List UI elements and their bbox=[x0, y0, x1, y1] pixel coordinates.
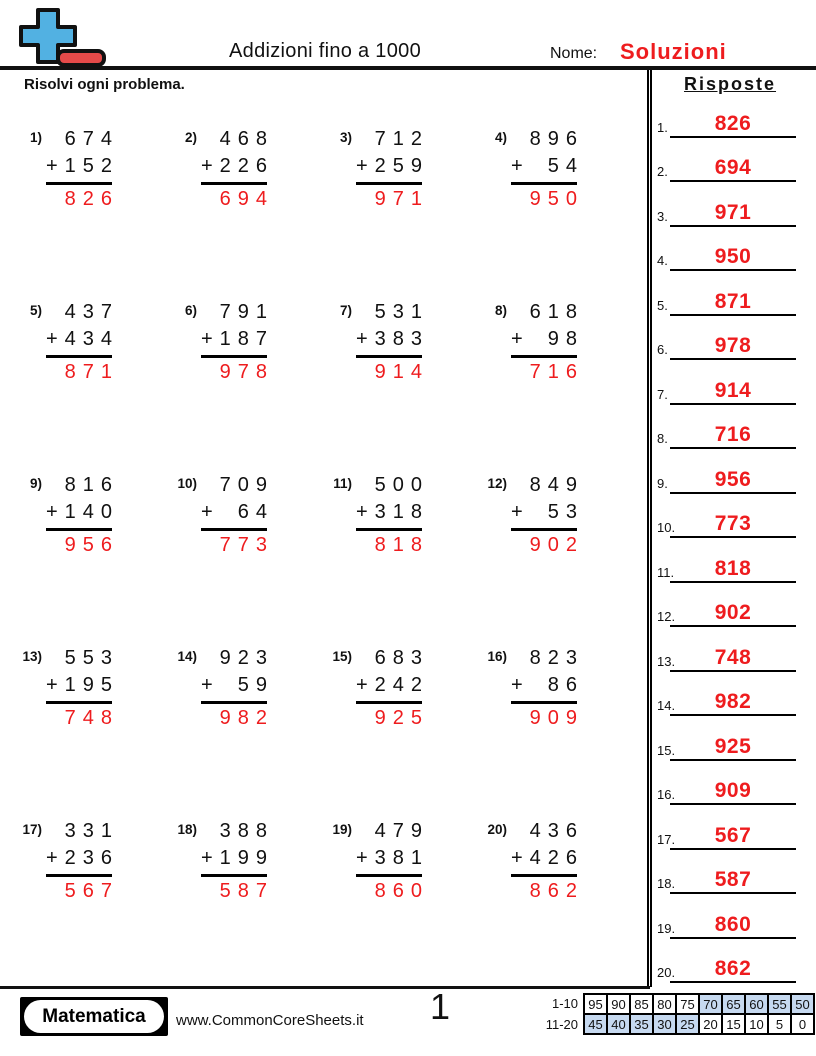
plus-operator: + bbox=[46, 847, 58, 869]
answer-row bbox=[654, 93, 806, 138]
grading-score-cell: 30 bbox=[654, 1015, 675, 1033]
addition-problem bbox=[485, 820, 640, 993]
answer-underline bbox=[670, 981, 796, 983]
problem-number: 3) bbox=[339, 130, 352, 145]
problem-body bbox=[201, 647, 274, 730]
answer-number: 16. bbox=[657, 787, 676, 802]
problem-answer: 567 bbox=[64, 880, 119, 902]
addend-bottom-row bbox=[201, 501, 274, 531]
problem-number: 19) bbox=[332, 822, 352, 837]
addend-top: 849 bbox=[529, 474, 584, 496]
grading-score-cell: 45 bbox=[585, 1015, 606, 1033]
name-value-solutions: Soluzioni bbox=[620, 39, 727, 64]
problem-answer: 871 bbox=[64, 361, 119, 383]
problem-body bbox=[46, 647, 119, 730]
problem-number: 6) bbox=[184, 303, 197, 318]
answer-row bbox=[654, 227, 806, 272]
plus-operator: + bbox=[511, 847, 523, 869]
answer-value: 567 bbox=[714, 823, 752, 847]
addend-top: 674 bbox=[64, 128, 119, 150]
problem-body bbox=[511, 128, 584, 211]
grading-label-1-10: 1-10 bbox=[551, 996, 578, 1011]
answer-number: 2. bbox=[657, 164, 668, 179]
problem-answer: 860 bbox=[374, 880, 429, 902]
plus-operator: + bbox=[511, 328, 523, 350]
answers-panel bbox=[654, 93, 806, 983]
addend-top: 896 bbox=[529, 128, 584, 150]
answer-number: 18. bbox=[657, 876, 676, 891]
addend-bottom: 98 bbox=[547, 328, 584, 350]
addend-bottom-row bbox=[511, 847, 584, 877]
answer-number: 4. bbox=[657, 253, 668, 268]
problem-number: 4) bbox=[494, 130, 507, 145]
problem-number: 8) bbox=[494, 303, 507, 318]
answer-value: 871 bbox=[714, 289, 752, 313]
answer-row bbox=[654, 271, 806, 316]
problem-number: 18) bbox=[177, 822, 197, 837]
problem-body bbox=[46, 128, 119, 211]
addition-problem bbox=[175, 301, 330, 474]
addend-top: 388 bbox=[219, 820, 274, 842]
answer-value: 902 bbox=[714, 601, 752, 624]
problem-answer: 971 bbox=[374, 188, 429, 210]
answer-number: 17. bbox=[657, 831, 676, 847]
addend-bottom: 64 bbox=[237, 501, 274, 523]
plus-operator: + bbox=[46, 501, 58, 523]
problem-answer: 956 bbox=[64, 534, 119, 556]
grading-score-cell: 95 bbox=[585, 995, 606, 1013]
answer-value: 956 bbox=[714, 467, 752, 491]
answer-value: 826 bbox=[714, 111, 752, 135]
problem-answer: 694 bbox=[219, 188, 274, 210]
problem-answer: 748 bbox=[64, 707, 119, 729]
answer-value: 818 bbox=[714, 556, 752, 580]
answer-value: 978 bbox=[714, 334, 752, 357]
answer-row bbox=[654, 449, 806, 494]
addend-top: 436 bbox=[529, 820, 584, 842]
addend-bottom: 152 bbox=[64, 155, 119, 177]
answer-value: 862 bbox=[714, 957, 752, 980]
problem-answer: 587 bbox=[219, 880, 274, 902]
answer-row bbox=[654, 850, 806, 895]
problem-answer: 826 bbox=[64, 188, 119, 210]
plus-operator: + bbox=[356, 501, 368, 523]
answer-value: 716 bbox=[714, 423, 752, 446]
answer-number: 20. bbox=[657, 965, 676, 980]
answer-row bbox=[654, 672, 806, 717]
answer-number: 6. bbox=[657, 342, 668, 357]
addend-bottom-row bbox=[511, 328, 584, 358]
addition-problem bbox=[485, 474, 640, 647]
plus-operator: + bbox=[511, 155, 523, 177]
addend-bottom-row bbox=[201, 328, 274, 358]
answer-value: 860 bbox=[714, 912, 752, 936]
answer-number: 14. bbox=[657, 698, 676, 713]
addition-problem bbox=[330, 474, 485, 647]
addend-bottom: 53 bbox=[547, 501, 584, 523]
instruction-text: Risolvi ogni problema. bbox=[24, 76, 185, 93]
addend-bottom-row bbox=[356, 847, 429, 877]
problem-body bbox=[201, 301, 274, 384]
addend-bottom: 195 bbox=[64, 674, 119, 696]
addition-problem bbox=[485, 128, 640, 301]
plus-operator: + bbox=[46, 155, 58, 177]
problem-number: 14) bbox=[177, 649, 197, 664]
problem-body bbox=[46, 474, 119, 557]
answer-row bbox=[654, 182, 806, 227]
problem-body bbox=[356, 820, 429, 903]
problem-number: 10) bbox=[177, 476, 197, 491]
addend-top: 816 bbox=[64, 474, 119, 496]
answer-number: 12. bbox=[657, 609, 676, 624]
problem-number: 2) bbox=[184, 130, 197, 145]
addend-bottom-row bbox=[511, 155, 584, 185]
problem-number: 9) bbox=[29, 476, 42, 491]
grading-score-cell: 85 bbox=[631, 995, 652, 1013]
addend-bottom-row bbox=[46, 328, 119, 358]
addition-problem bbox=[330, 820, 485, 993]
problem-body bbox=[201, 820, 274, 903]
addend-bottom-row bbox=[46, 501, 119, 531]
addend-bottom: 86 bbox=[547, 674, 584, 696]
addend-bottom: 242 bbox=[374, 674, 429, 696]
plus-operator: + bbox=[511, 674, 523, 696]
answer-number: 13. bbox=[657, 653, 676, 669]
problem-answer: 818 bbox=[374, 534, 429, 556]
addend-bottom-row bbox=[46, 155, 119, 185]
name-label: Nome: bbox=[550, 45, 598, 62]
problem-answer: 716 bbox=[529, 361, 584, 383]
addition-problem bbox=[175, 820, 330, 993]
problem-body bbox=[46, 301, 119, 384]
addition-problem bbox=[20, 128, 175, 301]
plus-operator: + bbox=[201, 155, 213, 177]
addend-bottom: 140 bbox=[64, 501, 119, 523]
addend-bottom-row bbox=[46, 847, 119, 877]
plus-operator: + bbox=[201, 328, 213, 350]
answer-row bbox=[654, 138, 806, 183]
page-title: Addizioni fino a 1000 bbox=[229, 40, 421, 62]
grading-label-11-20: 11-20 bbox=[545, 1017, 578, 1032]
addend-top: 553 bbox=[64, 647, 119, 669]
answer-value: 909 bbox=[714, 779, 752, 802]
addend-bottom-row bbox=[356, 328, 429, 358]
addend-top: 791 bbox=[219, 301, 274, 323]
answer-value: 773 bbox=[714, 512, 752, 535]
grading-score-cell: 65 bbox=[723, 995, 744, 1013]
plus-operator: + bbox=[46, 674, 58, 696]
grading-score-cells bbox=[583, 993, 815, 1035]
problem-body bbox=[511, 474, 584, 557]
answer-number: 5. bbox=[657, 297, 668, 313]
grading-score-cell: 80 bbox=[654, 995, 675, 1013]
answer-row bbox=[654, 627, 806, 672]
addend-bottom-row bbox=[511, 674, 584, 704]
brand-badge bbox=[20, 997, 168, 1036]
addition-problem bbox=[20, 301, 175, 474]
problem-number: 17) bbox=[22, 822, 42, 837]
grading-score-cell: 35 bbox=[631, 1015, 652, 1033]
problem-answer: 902 bbox=[529, 534, 584, 556]
answer-value: 950 bbox=[714, 245, 752, 268]
grading-score-cell: 25 bbox=[677, 1015, 698, 1033]
problem-number: 7) bbox=[339, 303, 352, 318]
answer-number: 9. bbox=[657, 475, 668, 491]
answer-value: 748 bbox=[714, 645, 752, 669]
problem-number: 11) bbox=[333, 476, 352, 491]
problem-number: 1) bbox=[29, 130, 42, 145]
grading-score-cell: 5 bbox=[769, 1015, 790, 1033]
addend-top: 709 bbox=[219, 474, 274, 496]
addition-problem bbox=[20, 647, 175, 820]
problem-body bbox=[356, 474, 429, 557]
problem-body bbox=[511, 647, 584, 730]
addend-bottom: 318 bbox=[374, 501, 429, 523]
answer-number: 3. bbox=[657, 208, 668, 224]
grading-score-cell: 90 bbox=[608, 995, 629, 1013]
addend-bottom: 259 bbox=[374, 155, 429, 177]
problem-body bbox=[511, 820, 584, 903]
answer-row bbox=[654, 538, 806, 583]
addition-problem bbox=[485, 647, 640, 820]
plus-operator: + bbox=[201, 501, 213, 523]
addend-bottom-row bbox=[201, 155, 274, 185]
problem-number: 15) bbox=[332, 649, 352, 664]
answer-row bbox=[654, 360, 806, 405]
problem-answer: 978 bbox=[219, 361, 274, 383]
page-number: 1 bbox=[429, 986, 451, 1027]
addend-bottom-row bbox=[356, 155, 429, 185]
grading-score-cell: 40 bbox=[608, 1015, 629, 1033]
answer-row bbox=[654, 583, 806, 628]
plus-operator: + bbox=[356, 328, 368, 350]
addend-top: 500 bbox=[374, 474, 429, 496]
answer-number: 11. bbox=[657, 564, 675, 580]
addend-top: 823 bbox=[529, 647, 584, 669]
addition-problem bbox=[330, 128, 485, 301]
addend-bottom: 54 bbox=[547, 155, 584, 177]
answers-panel-title: Risposte bbox=[683, 74, 777, 94]
problem-number: 5) bbox=[29, 303, 42, 318]
plus-operator: + bbox=[356, 155, 368, 177]
addend-bottom: 199 bbox=[219, 847, 274, 869]
answer-value: 971 bbox=[714, 200, 752, 224]
problem-answer: 925 bbox=[374, 707, 429, 729]
problem-body bbox=[356, 301, 429, 384]
problem-body bbox=[356, 647, 429, 730]
answer-row bbox=[654, 316, 806, 361]
grading-score-cell: 20 bbox=[700, 1015, 721, 1033]
problems-grid bbox=[20, 128, 640, 993]
problem-number: 16) bbox=[487, 649, 507, 664]
addition-problem bbox=[175, 128, 330, 301]
answer-number: 8. bbox=[657, 431, 668, 446]
plus-operator: + bbox=[201, 847, 213, 869]
problem-number: 20) bbox=[487, 822, 507, 837]
plus-operator: + bbox=[201, 674, 213, 696]
problem-body bbox=[46, 820, 119, 903]
grading-score-cell: 55 bbox=[769, 995, 790, 1013]
addend-bottom-row bbox=[356, 674, 429, 704]
problem-number: 13) bbox=[22, 649, 42, 664]
addend-top: 712 bbox=[374, 128, 429, 150]
addend-top: 468 bbox=[219, 128, 274, 150]
answer-number: 19. bbox=[657, 920, 676, 936]
addend-bottom: 426 bbox=[529, 847, 584, 869]
addend-bottom-row bbox=[201, 847, 274, 877]
answer-row bbox=[654, 494, 806, 539]
addend-bottom: 236 bbox=[64, 847, 119, 869]
answer-value: 925 bbox=[714, 734, 752, 758]
addend-top: 331 bbox=[64, 820, 119, 842]
problem-answer: 982 bbox=[219, 707, 274, 729]
addend-top: 618 bbox=[529, 301, 584, 323]
addition-problem bbox=[330, 301, 485, 474]
problem-body bbox=[201, 128, 274, 211]
addend-top: 437 bbox=[64, 301, 119, 323]
addend-top: 531 bbox=[374, 301, 429, 323]
problem-body bbox=[201, 474, 274, 557]
addend-bottom: 434 bbox=[64, 328, 119, 350]
grading-score-cell: 75 bbox=[677, 995, 698, 1013]
grading-table bbox=[530, 993, 815, 1035]
grading-score-cell: 50 bbox=[792, 995, 813, 1013]
answer-number: 15. bbox=[657, 742, 676, 758]
addition-problem bbox=[330, 647, 485, 820]
addend-bottom: 226 bbox=[219, 155, 274, 177]
addition-problem bbox=[175, 474, 330, 647]
problem-number: 12) bbox=[487, 476, 507, 491]
problem-answer: 909 bbox=[529, 707, 584, 729]
addend-bottom-row bbox=[356, 501, 429, 531]
addition-problem bbox=[485, 301, 640, 474]
addend-top: 479 bbox=[374, 820, 429, 842]
footer-divider bbox=[0, 986, 650, 989]
addition-problem bbox=[20, 474, 175, 647]
answer-row bbox=[654, 894, 806, 939]
plus-operator: + bbox=[511, 501, 523, 523]
addend-bottom-row bbox=[201, 674, 274, 704]
answer-value: 914 bbox=[714, 378, 752, 402]
problem-answer: 862 bbox=[529, 880, 584, 902]
plus-operator: + bbox=[356, 674, 368, 696]
grading-score-cell: 10 bbox=[746, 1015, 767, 1033]
addend-top: 683 bbox=[374, 647, 429, 669]
answer-value: 982 bbox=[714, 690, 752, 713]
problem-answer: 914 bbox=[374, 361, 429, 383]
grading-score-cell: 60 bbox=[746, 995, 767, 1013]
plus-operator: + bbox=[356, 847, 368, 869]
answer-value: 587 bbox=[714, 868, 752, 891]
answer-row bbox=[654, 939, 806, 984]
grading-score-cell: 0 bbox=[792, 1015, 813, 1033]
addend-top: 923 bbox=[219, 647, 274, 669]
answer-row bbox=[654, 805, 806, 850]
grading-score-cell: 15 bbox=[723, 1015, 744, 1033]
answer-number: 1. bbox=[657, 119, 668, 135]
addition-problem bbox=[175, 647, 330, 820]
answer-row bbox=[654, 405, 806, 450]
problem-answer: 773 bbox=[219, 534, 274, 556]
answer-value: 694 bbox=[714, 156, 752, 179]
brand-label: Matematica bbox=[24, 1000, 164, 1033]
addend-bottom: 381 bbox=[374, 847, 429, 869]
answer-row bbox=[654, 716, 806, 761]
website-url: www.CommonCoreSheets.it bbox=[176, 1012, 364, 1029]
addend-bottom: 187 bbox=[219, 328, 274, 350]
grading-score-cell: 70 bbox=[700, 995, 721, 1013]
addition-problem bbox=[20, 820, 175, 993]
header-divider bbox=[0, 66, 816, 70]
plus-operator: + bbox=[46, 328, 58, 350]
addend-bottom-row bbox=[46, 674, 119, 704]
vertical-double-divider bbox=[647, 70, 652, 987]
addend-bottom-row bbox=[511, 501, 584, 531]
addend-bottom: 59 bbox=[237, 674, 274, 696]
addend-bottom: 383 bbox=[374, 328, 429, 350]
answer-number: 10. bbox=[657, 520, 676, 535]
answer-number: 7. bbox=[657, 386, 668, 402]
problem-answer: 950 bbox=[529, 188, 584, 210]
answer-row bbox=[654, 761, 806, 806]
problem-body bbox=[356, 128, 429, 211]
grading-row-labels bbox=[530, 993, 583, 1035]
problem-body bbox=[511, 301, 584, 384]
